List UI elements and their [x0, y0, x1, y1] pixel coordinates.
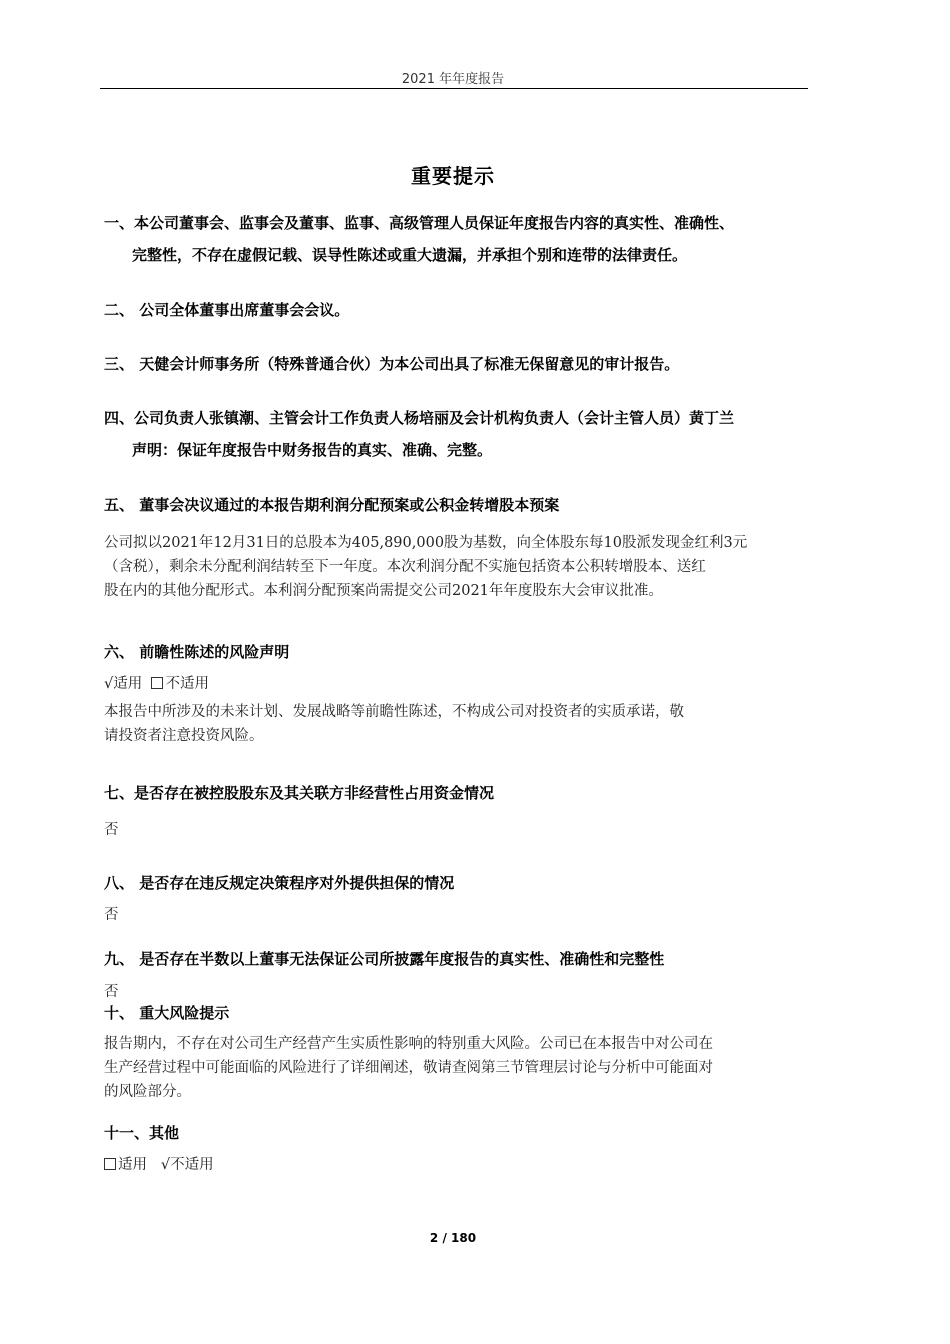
option-not-applicable: 不适用 — [165, 676, 209, 692]
empty-checkbox-icon — [104, 1158, 116, 1170]
option-not-applicable: 不适用 — [170, 1157, 214, 1173]
section-10-line1: 报告期内，不存在对公司生产经营产生实质性影响的特别重大风险。公司已在本报告中对公司在 — [104, 1036, 713, 1052]
section-5-line1: 公司拟以2021年12月31日的总股本为405,890,000股为基数，向全体股东每10股派发现金红利3元 — [104, 535, 748, 551]
section-10-body — [104, 1032, 816, 1104]
section-7-heading: 七、是否存在被控股股东及其关联方非经营性占用资金情况 — [104, 784, 495, 802]
section-6-body — [104, 700, 816, 748]
section-4-line1: 四、公司负责人张镇潮、主管会计工作负责人杨培丽及会计机构负责人（会计主管人员）黄丁兰 — [104, 409, 735, 427]
running-header: 2021 年年度报告 — [401, 72, 505, 87]
section-10-line2: 生产经营过程中可能面临的风险进行了详细阐述，敬请查阅第三节管理层讨论与分析中可能面对 — [104, 1060, 713, 1076]
section-10-line3: 的风险部分。 — [104, 1084, 191, 1100]
section-5-line2: （含税），剩余未分配利润结转至下一年度。本次利润分配不实施包括资本公积转增股本、送红 — [104, 559, 706, 575]
section-6-options — [104, 672, 816, 696]
section-4-line2: 声明：保证年度报告中财务报告的真实、准确、完整。 — [132, 441, 493, 459]
section-4 — [104, 407, 814, 459]
page-number: 2 / 180 — [429, 1231, 477, 1245]
section-11-options — [104, 1153, 816, 1177]
section-5-heading: 五、 董事会决议通过的本报告期利润分配预案或公积金转增股本预案 — [104, 496, 560, 514]
section-5-body — [104, 531, 816, 603]
section-1-line1: 一、本公司董事会、监事会及董事、监事、高级管理人员保证年度报告内容的真实性、准确性、 — [104, 214, 735, 232]
empty-checkbox-icon — [151, 677, 163, 689]
check-mark-icon: √ — [160, 1157, 171, 1173]
section-6-line1: 本报告中所涉及的未来计划、发展战略等前瞻性陈述，不构成公司对投资者的实质承诺，敬 — [104, 704, 684, 720]
section-5-line3: 股在内的其他分配形式。本利润分配预案尚需提交公司2021年年度股东大会审议批准。 — [104, 583, 663, 599]
section-10-heading: 十、 重大风险提示 — [104, 1004, 230, 1022]
option-applicable: 适用 — [118, 1157, 147, 1173]
section-8-answer: 否 — [104, 907, 119, 923]
section-1-line2: 完整性，不存在虚假记载、误导性陈述或重大遗漏，并承担个别和连带的法律责任。 — [132, 246, 688, 264]
section-9-heading: 九、 是否存在半数以上董事无法保证公司所披露年度报告的真实性、准确性和完整性 — [104, 950, 665, 968]
section-8-heading: 八、 是否存在违反规定决策程序对外提供担保的情况 — [104, 874, 455, 892]
section-1 — [104, 212, 814, 264]
section-6-heading: 六、 前瞻性陈述的风险声明 — [104, 643, 290, 661]
header-divider — [100, 88, 808, 89]
section-2: 二、 公司全体董事出席董事会会议。 — [104, 301, 350, 319]
page-title: 重要提示 — [411, 164, 495, 188]
option-applicable: 适用 — [113, 676, 143, 692]
check-mark-icon: √ — [104, 676, 114, 692]
section-6-line2: 请投资者注意投资风险。 — [104, 728, 264, 744]
section-9-answer: 否 — [104, 984, 119, 1000]
section-7-answer: 否 — [104, 822, 119, 838]
section-11-heading: 十一、其他 — [104, 1124, 180, 1142]
section-3: 三、 天健会计师事务所（特殊普通合伙）为本公司出具了标准无保留意见的审计报告。 — [104, 355, 680, 373]
